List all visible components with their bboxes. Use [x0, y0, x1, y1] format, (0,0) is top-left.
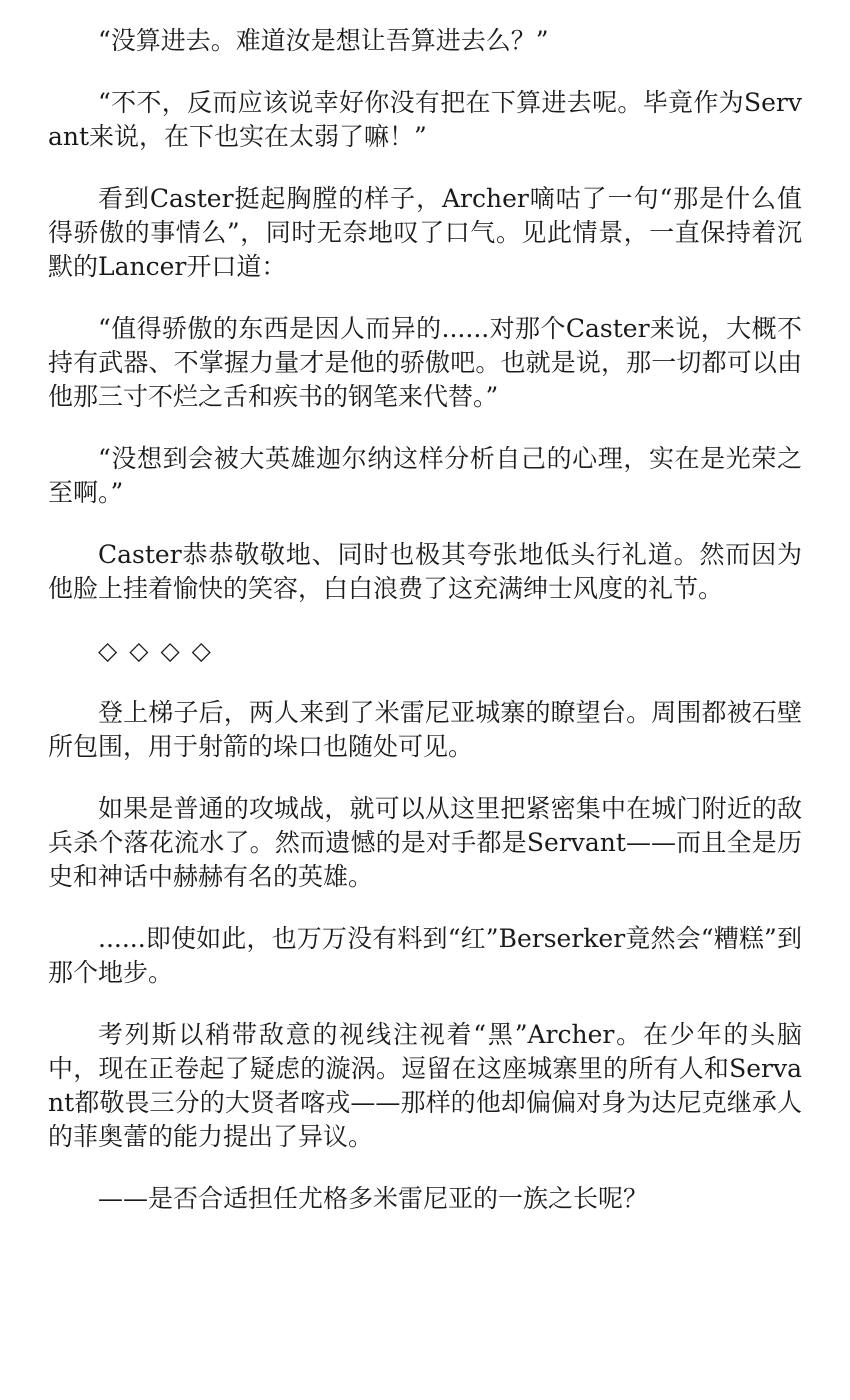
- paragraph-9: ......即使如此，也万万没有料到“红”Berserker竟然会“糟糕”到那个地步。: [48, 924, 802, 987]
- paragraph-4: “值得骄傲的东西是因人而异的......对那个Caster来说，大概不持有武器、不掌握力量才是他的骄傲吧。也就是说，那一切都可以由他那三寸不烂之舌和疾书的钢笔来代替。”: [48, 314, 802, 411]
- paragraph-10: 考列斯以稍带敌意的视线注视着“黑”Archer。在少年的头脑中，现在正卷起了疑虑的漩涡。逗留在这座城寨里的所有人和Servant都敬畏三分的大贤者喀戎——那样的他却偏偏对身为达尼克继承人的菲奥蕾的能力提出了异议。: [48, 1020, 802, 1151]
- paragraph-2: “不不，反而应该说幸好你没有把在下算进去呢。毕竟作为Servant来说，在下也实在太弱了嘛！”: [48, 88, 802, 151]
- paragraph-5: “没想到会被大英雄迦尔纳这样分析自己的心理，实在是光荣之至啊。”: [48, 444, 802, 507]
- paragraph-8: 如果是普通的攻城战，就可以从这里把紧密集中在城门附近的敌兵杀个落花流水了。然而遗憾的是对手都是Servant——而且全是历史和神话中赫赫有名的英雄。: [48, 794, 802, 891]
- paragraph-11: ——是否合适担任尤格多米雷尼亚的一族之长呢？: [98, 1184, 649, 1213]
- paragraph-7: 登上梯子后，两人来到了米雷尼亚城寨的瞭望台。周围都被石壁所包围，用于射箭的垛口也随处可见。: [48, 698, 802, 761]
- paragraph-6: Caster恭恭敬敬地、同时也极其夸张地低头行礼道。然而因为他脸上挂着愉快的笑容，白白浪费了这充满绅士风度的礼节。: [48, 540, 802, 603]
- section-separator: ◇◇◇◇: [98, 636, 223, 665]
- paragraph-1: “没算进去。难道汝是想让吾算进去么？”: [98, 26, 549, 55]
- paragraph-3: 看到Caster挺起胸膛的样子，Archer嘀咕了一句“那是什么值得骄傲的事情么”，同时无奈地叹了口气。见此情景，一直保持着沉默的Lancer开口道：: [48, 184, 802, 281]
